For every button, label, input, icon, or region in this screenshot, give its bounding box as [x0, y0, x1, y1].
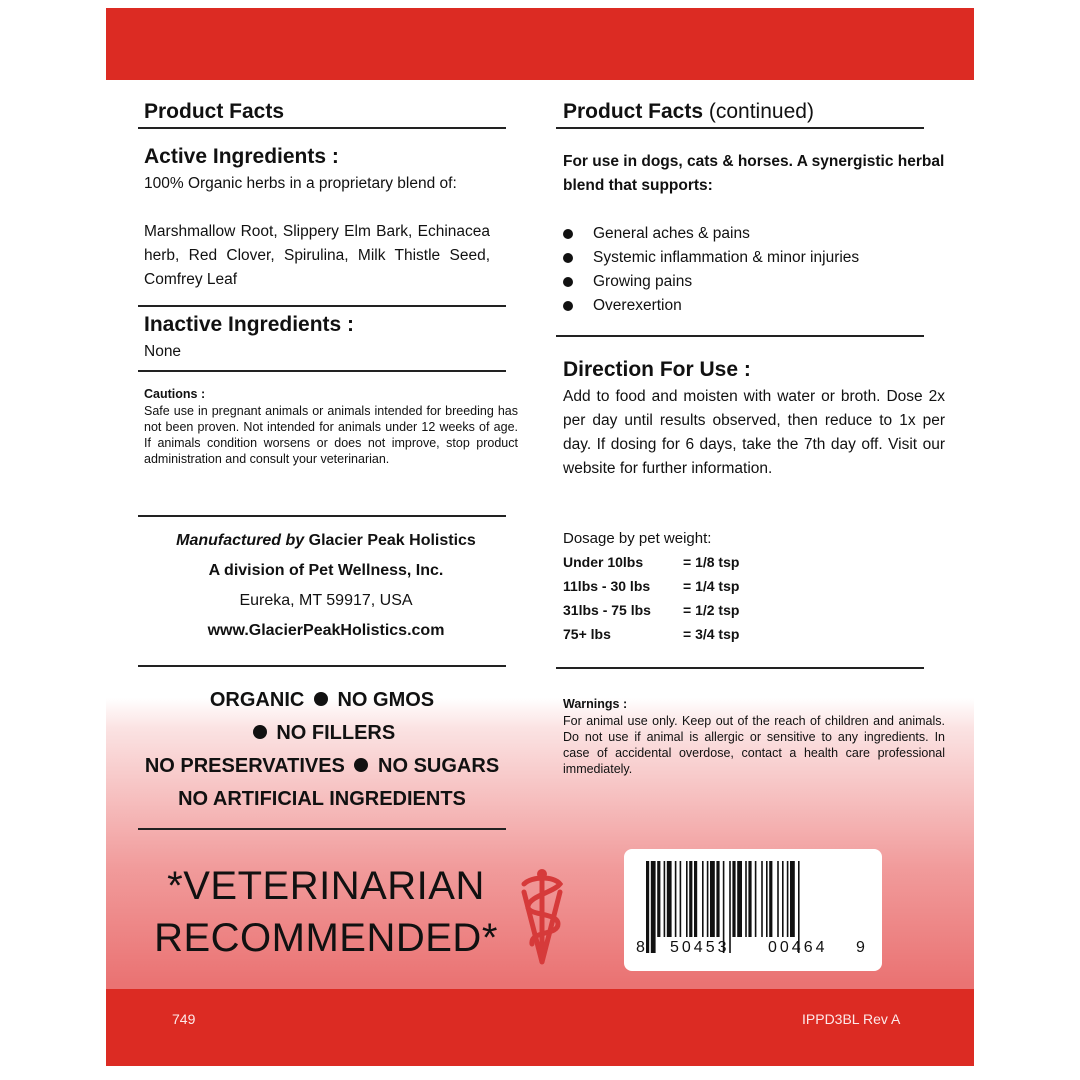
barcode-bar	[707, 861, 709, 937]
barcode-bar	[766, 861, 768, 937]
table-row	[563, 550, 863, 574]
claim-organic: ORGANIC	[209, 689, 305, 711]
barcode-bar	[686, 861, 688, 937]
barcode-bar	[782, 861, 784, 937]
barcode-bar	[675, 861, 677, 937]
dosage-table	[563, 550, 863, 646]
warnings-text: For animal use only. Keep out of the reach of children and animals. Do not use if animal is allergic or sensitive to any ingredients. In case of accidental overdose, contact a health care professional immediately.	[563, 714, 945, 776]
table-row	[563, 574, 863, 598]
direction-text: Add to food and moisten with water or broth. Dose 2x per day until results observed, then reduce to 1x per day. If dosing for 6 days, take the 7th day off. Visit our website for further information.	[563, 388, 945, 477]
barcode-bar	[748, 861, 751, 937]
bullet-dot-icon	[354, 758, 368, 772]
barcode-bar	[710, 861, 715, 937]
barcode-bar	[680, 861, 682, 937]
right-heading-rule	[556, 127, 924, 129]
barcode-bar	[664, 861, 666, 937]
claim-no-sugars: NO SUGARS	[378, 755, 500, 777]
benefit-text: General aches & pains	[593, 225, 750, 242]
right-product-facts-label: Product Facts	[563, 100, 704, 123]
vet-line-1: *VETERINARIAN	[167, 864, 485, 908]
barcode	[624, 849, 882, 971]
benefit-text: Growing pains	[593, 273, 693, 290]
claim-no-preservatives: NO PRESERVATIVES	[144, 755, 345, 777]
barcode-bar	[745, 861, 747, 937]
cautions-title: Cautions :	[144, 387, 206, 401]
table-row	[563, 622, 863, 646]
claims-block	[116, 684, 528, 816]
barcode-bar	[790, 861, 795, 937]
barcode-digits-left: 50453	[670, 939, 730, 956]
list-item	[563, 270, 943, 294]
barcode-bar	[777, 861, 779, 937]
inactive-ingredients-value: None	[144, 343, 182, 360]
bullet-dot-icon	[563, 301, 573, 311]
inactive-rule	[138, 370, 506, 372]
manufacturer-name: Glacier Peak Holistics	[308, 532, 476, 549]
bullet-dot-icon	[253, 725, 267, 739]
website-link[interactable]: www.GlacierPeakHolistics.com	[207, 622, 445, 639]
left-heading-rule	[138, 127, 506, 129]
dosage-weight: 75+ lbs	[563, 626, 611, 642]
benefit-text: Overexertion	[593, 297, 682, 314]
barcode-bar	[689, 861, 692, 937]
claims-rule	[138, 828, 506, 830]
claims-line-3	[116, 750, 528, 783]
table-row	[563, 598, 863, 622]
left-product-facts-heading: Product Facts	[144, 100, 285, 123]
barcode-bar	[755, 861, 757, 937]
caduceus-icon	[514, 866, 570, 970]
manufacturer-line	[136, 526, 516, 556]
manufactured-by-label: Manufactured by	[176, 532, 305, 549]
barcode-bar	[702, 861, 704, 937]
list-item	[563, 222, 943, 246]
benefit-text: Systemic inflammation & minor injuries	[593, 249, 860, 266]
dosage-amount: = 3/4 tsp	[683, 626, 740, 642]
barcode-bar	[787, 861, 789, 937]
vet-line-2: RECOMMENDED*	[154, 916, 498, 960]
footer-right-code: IPPD3BL Rev A	[802, 1011, 901, 1027]
cautions-rule	[138, 515, 506, 517]
claims-line-4: NO ARTIFICIAL INGREDIENTS	[178, 788, 466, 810]
barcode-bar	[761, 861, 763, 937]
barcode-digit-first: 8	[636, 939, 645, 956]
footer-left-code: 749	[172, 1011, 196, 1027]
continued-label: (continued)	[708, 100, 814, 123]
barcode-bar	[651, 861, 656, 953]
barcode-bar	[667, 861, 672, 937]
manufacturer-block	[136, 526, 516, 646]
bottom-red-band	[106, 989, 974, 1066]
dosage-amount: = 1/8 tsp	[683, 554, 740, 570]
barcode-bar	[716, 861, 719, 937]
dosage-amount: = 1/2 tsp	[683, 602, 740, 618]
bullet-dot-icon	[563, 253, 573, 263]
cautions-text: Safe use in pregnant animals or animals intended for breeding has not been proven. Not intended for animals under 12 weeks of age. If animals condition worsens or does not improve, stop product administration and consult your veterinarian.	[144, 404, 518, 466]
list-item	[563, 294, 943, 318]
active-rule	[138, 305, 506, 307]
active-ingredients-list: Marshmallow Root, Slippery Elm Bark, Echinacea herb, Red Clover, Spirulina, Milk Thistle Seed, Comfrey Leaf	[144, 223, 490, 288]
bullet-dot-icon	[563, 277, 573, 287]
dosage-weight: 11lbs - 30 lbs	[563, 578, 651, 594]
direction-title: Direction For Use :	[563, 358, 751, 381]
dosage-weight: Under 10lbs	[563, 554, 644, 570]
warnings-title: Warnings :	[563, 697, 628, 711]
barcode-bar	[732, 861, 735, 937]
right-product-facts-heading	[563, 100, 814, 124]
claims-line-1	[116, 684, 528, 717]
benefits-list	[563, 222, 943, 318]
top-red-band	[106, 8, 974, 80]
label-panel	[106, 8, 974, 1066]
barcode-bars	[624, 849, 882, 971]
barcode-bar	[657, 861, 660, 937]
benefits-rule	[556, 335, 924, 337]
list-item	[563, 246, 943, 270]
address-line: Eureka, MT 59917, USA	[239, 592, 413, 609]
dosage-weight: 31lbs - 75 lbs	[563, 602, 651, 618]
claim-no-fillers: NO FILLERS	[276, 722, 396, 744]
claim-no-gmos: NO GMOS	[337, 689, 435, 711]
use-intro: For use in dogs, cats & horses. A synergistic herbal blend that supports:	[563, 153, 945, 194]
vet-recommended	[136, 860, 516, 964]
barcode-bar	[737, 861, 742, 937]
barcode-digit-last: 9	[856, 939, 865, 956]
bullet-dot-icon	[314, 692, 328, 706]
active-ingredients-title: Active Ingredients :	[144, 145, 339, 168]
dosage-amount: = 1/4 tsp	[683, 578, 740, 594]
manufacturer-rule	[138, 665, 506, 667]
active-ingredients-intro: 100% Organic herbs in a proprietary blend of:	[144, 175, 457, 192]
barcode-bar	[646, 861, 649, 953]
division-line: A division of Pet Wellness, Inc.	[208, 562, 444, 579]
barcode-bar	[769, 861, 772, 937]
claims-line-2	[116, 717, 528, 750]
barcode-digits-right: 00464	[768, 939, 828, 956]
barcode-bar	[694, 861, 697, 937]
dosage-rule	[556, 667, 924, 669]
dosage-title: Dosage by pet weight:	[563, 530, 712, 547]
inactive-ingredients-title: Inactive Ingredients :	[144, 313, 355, 336]
bullet-dot-icon	[563, 229, 573, 239]
